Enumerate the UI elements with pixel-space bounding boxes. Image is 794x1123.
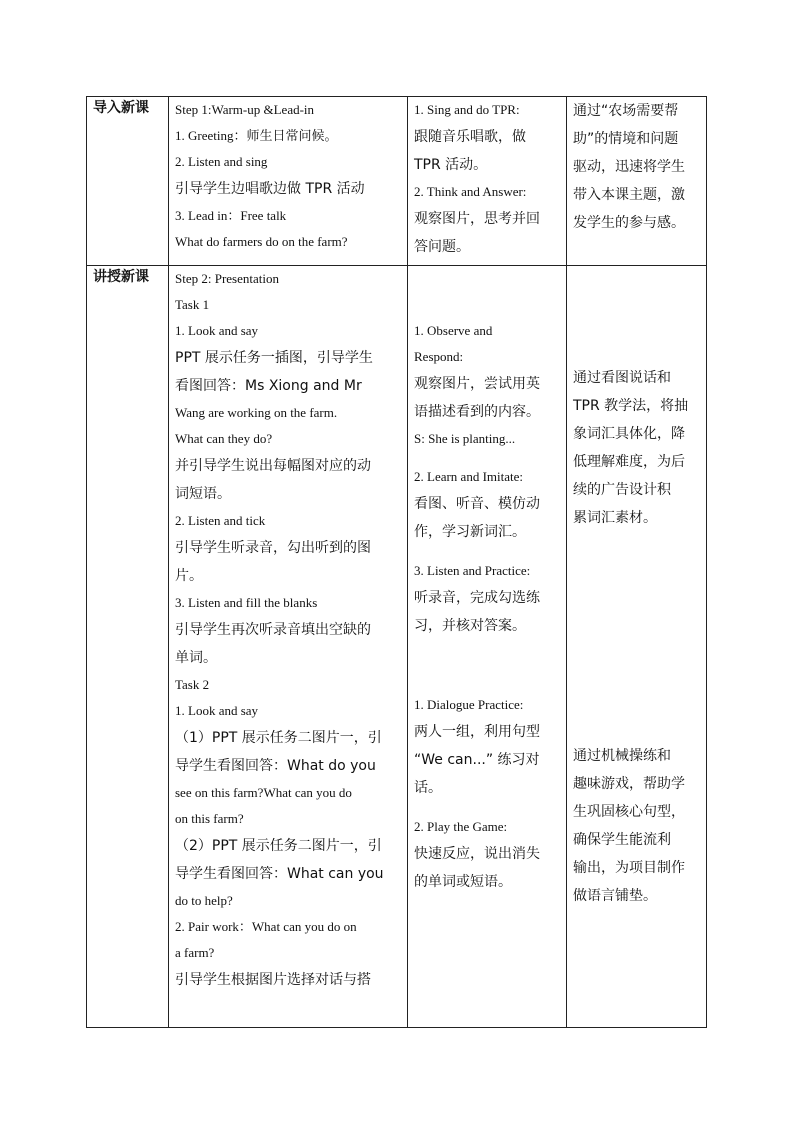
- table-row: [87, 97, 707, 266]
- text-line: TPR 活动。: [414, 157, 488, 173]
- text-line: 1. Sing and do TPR:: [414, 102, 520, 117]
- text-line: What do farmers do on the farm?: [175, 234, 348, 249]
- text-line: 2. Learn and Imitate:: [414, 469, 524, 484]
- spacer: [414, 452, 560, 464]
- text-line: 引导学生边唱歌边做 TPR 活动: [175, 181, 365, 197]
- text-line: do to help?: [175, 893, 233, 908]
- student-activity-cell: [408, 97, 567, 266]
- table-row: [87, 266, 707, 1028]
- text-line: 听录音，完成勾选练: [414, 590, 540, 606]
- text-line: 3. Lead in：Free talk: [175, 208, 287, 223]
- stage-cell: [87, 266, 169, 1028]
- text-line: 快速反应，说出消失: [414, 846, 540, 862]
- text-line: 片。: [175, 568, 203, 584]
- text-line: 带入本课主题，激: [573, 187, 685, 203]
- text-line: 输出，为项目制作: [573, 860, 685, 876]
- design-intent-cell: [567, 266, 707, 1028]
- text-line: What can they do?: [175, 431, 273, 446]
- text-line: 累词汇素材。: [573, 510, 657, 526]
- text-line: 驱动，迅速将学生: [573, 159, 685, 175]
- stage-label: 导入新课: [93, 100, 149, 116]
- text-line: 2. Think and Answer:: [414, 184, 527, 199]
- spacer: [573, 266, 700, 364]
- teacher-activity-cell: [169, 266, 408, 1028]
- student-activity-cell: [408, 266, 567, 1028]
- text-line: 通过机械操练和: [573, 748, 671, 764]
- text-line: a farm?: [175, 945, 215, 960]
- text-line: 2. Listen and sing: [175, 154, 268, 169]
- text-line: 习，并核对答案。: [414, 618, 526, 634]
- text-line: PPT 展示任务一插图，引导学生: [175, 350, 373, 366]
- text-line: 导学生看图回答：What can you: [175, 866, 384, 882]
- text-line: Task 2: [175, 677, 210, 692]
- text-line: 引导学生再次听录音填出空缺的: [175, 622, 371, 638]
- text-line: 引导学生听录音，勾出听到的图: [175, 540, 371, 556]
- text-line: 发学生的参与感。: [573, 215, 685, 231]
- text-line: 2. Listen and tick: [175, 513, 266, 528]
- text-line: （1）PPT 展示任务二图片一，引: [175, 730, 382, 746]
- text-line: Task 1: [175, 297, 210, 312]
- text-line: Step 2: Presentation: [175, 271, 279, 286]
- spacer: [414, 266, 560, 318]
- text-line: 通过看图说话和: [573, 370, 671, 386]
- text-line: 3. Listen and Practice:: [414, 563, 531, 578]
- text-line: Step 1:Warm-up &Lead-in: [175, 102, 315, 117]
- text-line: 1. Look and say: [175, 703, 259, 718]
- text-line: 做语言铺垫。: [573, 888, 657, 904]
- text-line: 词短语。: [175, 486, 231, 502]
- text-line: 语描述看到的内容。: [414, 404, 540, 420]
- text-line: 通过“农场需要帮: [573, 103, 679, 119]
- text-line: on this farm?: [175, 811, 244, 826]
- spacer: [414, 802, 560, 814]
- text-line: 作，学习新词汇。: [414, 524, 526, 540]
- text-line: 答问题。: [414, 239, 470, 255]
- stage-cell: [87, 97, 169, 266]
- text-line: 两人一组，利用句型: [414, 724, 540, 740]
- text-line: 话。: [414, 780, 442, 796]
- text-line: 1. Dialogue Practice:: [414, 697, 524, 712]
- text-line: 观察图片，思考并回: [414, 211, 540, 227]
- text-line: Respond:: [414, 349, 464, 364]
- text-line: 跟随音乐唱歌，做: [414, 129, 526, 145]
- text-line: 趣味游戏，帮助学: [573, 776, 685, 792]
- text-line: 引导学生根据图片选择对话与搭: [175, 972, 371, 988]
- lesson-plan-table: [86, 96, 707, 1028]
- text-line: S: She is planting...: [414, 431, 516, 446]
- spacer: [414, 640, 560, 692]
- text-line: Wang are working on the farm.: [175, 405, 338, 420]
- design-intent-cell: [567, 97, 707, 266]
- text-line: 看图回答：Ms Xiong and Mr: [175, 378, 362, 394]
- text-line: 确保学生能流利: [573, 832, 671, 848]
- text-line: 单词。: [175, 650, 217, 666]
- spacer: [414, 546, 560, 558]
- text-line: 并引导学生说出每幅图对应的动: [175, 458, 371, 474]
- stage-label: 讲授新课: [93, 269, 149, 285]
- text-line: 生巩固核心句型，: [573, 804, 685, 820]
- text-line: 低理解难度，为后: [573, 454, 685, 470]
- text-line: 助”的情境和问题: [573, 131, 679, 147]
- text-line: 1. Look and say: [175, 323, 259, 338]
- text-line: 的单词或短语。: [414, 874, 512, 890]
- text-line: 3. Listen and fill the blanks: [175, 595, 318, 610]
- text-line: see on this farm?What can you do: [175, 785, 352, 800]
- text-line: 2. Play the Game:: [414, 819, 508, 834]
- text-line: 1. Greeting：师生日常问候。: [175, 128, 338, 143]
- text-line: 续的广告设计积: [573, 482, 671, 498]
- text-line: TPR 教学法，将抽: [573, 398, 689, 414]
- text-line: 观察图片，尝试用英: [414, 376, 540, 392]
- spacer: [573, 532, 700, 742]
- text-line: 象词汇具体化，降: [573, 426, 685, 442]
- teacher-activity-cell: [169, 97, 408, 266]
- text-line: 1. Observe and: [414, 323, 493, 338]
- text-line: 导学生看图回答：What do you: [175, 758, 376, 774]
- text-line: 2. Pair work：What can you do on: [175, 919, 357, 934]
- text-line: （2）PPT 展示任务二图片一，引: [175, 838, 382, 854]
- text-line: “We can...” 练习对: [414, 752, 540, 768]
- text-line: 看图、听音、模仿动: [414, 496, 540, 512]
